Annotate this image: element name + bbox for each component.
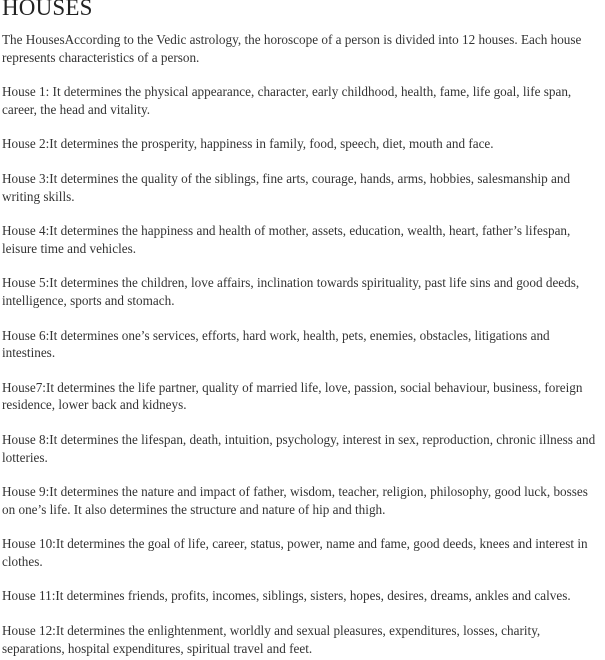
house-9-paragraph: House 9:It determines the nature and impact of father, wisdom, teacher, religion, philosophy, good luck, bosses on one’s life. It also determines the structure and nature of hip and thigh. (2, 484, 588, 517)
house-4-paragraph: House 4:It determines the happiness and health of mother, assets, education, wealth, heart, father’s lifespan, leisure time and vehicles. (2, 223, 571, 256)
house-12-paragraph: House 12:It determines the enlightenment, worldly and sexual pleasures, expenditures, losses, charity, separations, hospital expenditures, spiritual travel and feet. (2, 623, 541, 656)
house-5-paragraph: House 5:It determines the children, love affairs, inclination towards spirituality, past life sins and good deeds, intelligence, sports and stomach. (2, 275, 580, 308)
house-2-paragraph: House 2:It determines the prosperity, happiness in family, food, speech, diet, mouth and face. (2, 136, 494, 152)
house-6-paragraph: House 6:It determines one’s services, efforts, hard work, health, pets, enemies, obstacles, litigations and intestines. (2, 327, 550, 361)
intro-paragraph: The HousesAccording to the Vedic astrology, the horoscope of a person is divided into 12 houses. Each house represents characteristics of a person. (2, 32, 582, 65)
house-3-paragraph: House 3:It determines the quality of the siblings, fine arts, courage, hands, arms, hobbies, salesmanship and writing skills. (2, 170, 571, 204)
house-8-paragraph: House 8:It determines the lifespan, death, intuition, psychology, interest in sex, reproduction, chronic illness and lotteries. (2, 431, 596, 465)
house-11-paragraph: House 11:It determines friends, profits, incomes, siblings, sisters, hopes, desires, dreams, ankles and calves. (2, 588, 571, 604)
house-1-paragraph: House 1: It determines the physical appearance, character, early childhood, health, fame, life goal, life span, career, the head and vitality. (2, 84, 572, 117)
page-title: HOUSES (2, 0, 93, 20)
house-10-paragraph: House 10:It determines the goal of life, career, status, power, name and fame, good deeds, knees and interest in clothes. (2, 536, 588, 569)
house-7-paragraph: House7:It determines the life partner, quality of married life, love, passion, social behaviour, business, foreign residence, lower back and kidneys. (2, 379, 583, 413)
